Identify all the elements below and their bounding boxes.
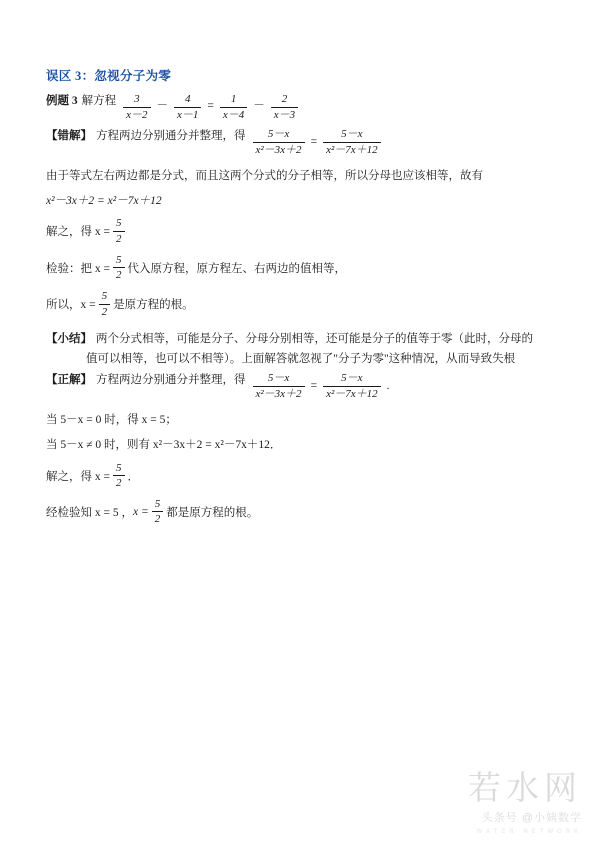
wrong-rhs-fraction: $\frac{5-x}{\text{x²－7x＋12}}$: [323, 128, 381, 156]
solve-prefix: 解之，得 x =: [46, 470, 110, 483]
check-fraction: $\frac{5}{2}$: [113, 254, 125, 282]
check-prefix: 检验：把 x =: [46, 262, 110, 275]
correct-solution-label: 【正解】: [46, 374, 92, 387]
wrong-lhs-fraction: $\frac{5-x}{\text{x²－3x＋2}}$: [253, 128, 305, 156]
final-var: x =: [133, 505, 149, 518]
fraction-3: $\frac{1}{x-4}$: [220, 93, 247, 121]
correct-equals: =: [310, 379, 318, 392]
wrong-equation: [250, 128, 384, 156]
conclusion-prefix: 所以，x =: [46, 299, 96, 312]
document-content: [46, 66, 556, 534]
wrong-result-prefix: 解之，得 x =: [46, 226, 110, 239]
summary-label: 【小结】: [46, 333, 92, 346]
wrong-explanation-line: 由于等式左右两边都是分式，而且这两个分式的分子相等，所以分母也应该相等，故有: [46, 169, 483, 182]
summary-block: [46, 329, 556, 369]
fraction-2: $\frac{4}{x-1}$: [174, 93, 201, 121]
solve-suffix: ．: [127, 470, 139, 483]
wrong-result-line: [46, 217, 556, 245]
summary-first-line: [46, 329, 556, 349]
wrong-derived-equation: x²－3x＋2 = x²－7x＋12: [46, 194, 162, 207]
example-prompt: 解方程: [81, 95, 117, 107]
final-suffix: 都是原方程的根。: [166, 506, 259, 519]
watermark-sub-text: 头条号 @小姨数学: [481, 812, 582, 824]
correct-rhs-fraction: $\frac{5-x}{\text{x²－7x＋12}}$: [323, 372, 381, 400]
summary-second-line: 值可以相等，也可以不相等）。上面解答就忽视了"分子为零"这种情况，从而导致失根: [86, 353, 516, 366]
solve-line: [46, 462, 556, 490]
check-suffix: 代入原方程，原方程左、右两边的值相等，: [127, 262, 346, 275]
conclusion-suffix: 是原方程的根。: [113, 299, 194, 312]
watermark: [468, 773, 582, 835]
correct-equation-period: .: [386, 379, 390, 392]
wrong-result-fraction: $\frac{5}{2}$: [113, 217, 125, 245]
section-title: 误区 3：忽视分子为零: [46, 69, 172, 83]
conclusion-line: [46, 290, 556, 318]
final-line: [46, 498, 556, 526]
case-two: 当 5－x ≠ 0 时，则有 x²－3x＋2 = x²－7x＋12．: [46, 439, 282, 452]
watermark-main-text: 若水网: [468, 771, 582, 807]
check-line: [46, 254, 556, 282]
conclusion-fraction: $\frac{5}{2}$: [99, 290, 111, 318]
operator-minus-2: －: [253, 100, 265, 113]
case-one: 当 5－x = 0 时，得 x = 5；: [46, 413, 177, 426]
example-equation: [120, 93, 301, 121]
wrong-solution-text: 方程两边分别通分并整理，得: [96, 130, 246, 143]
example-line: [46, 93, 556, 121]
watermark-tiny-text: WATER NETWORK: [476, 829, 582, 835]
correct-equation: [250, 372, 393, 400]
operator-minus-1: －: [156, 100, 169, 113]
correct-solution-text: 方程两边分别通分并整理，得: [96, 374, 246, 387]
solve-fraction: $\frac{5}{2}$: [113, 462, 125, 490]
wrong-solution-line: [46, 128, 556, 156]
correct-solution-line: [46, 372, 556, 400]
operator-equals: =: [207, 100, 214, 113]
correct-lhs-fraction: $\frac{5-x}{\text{x²－3x＋2}}$: [253, 372, 305, 400]
wrong-solution-label: 【错解】: [46, 130, 92, 143]
wrong-equals: =: [310, 135, 318, 148]
fraction-4: $\frac{2}{x-3}$: [271, 93, 298, 121]
final-fraction: $\frac{5}{2}$: [152, 498, 164, 526]
summary-line1: 两个分式相等，可能是分子、分母分别相等，还可能是分子的值等于零（此时，分母的: [96, 333, 533, 346]
final-prefix: 经检验知 x = 5 ，: [46, 506, 133, 519]
fraction-1: $\frac{3}{x-2}$: [123, 93, 150, 121]
example-label: 例题 3: [46, 95, 78, 107]
